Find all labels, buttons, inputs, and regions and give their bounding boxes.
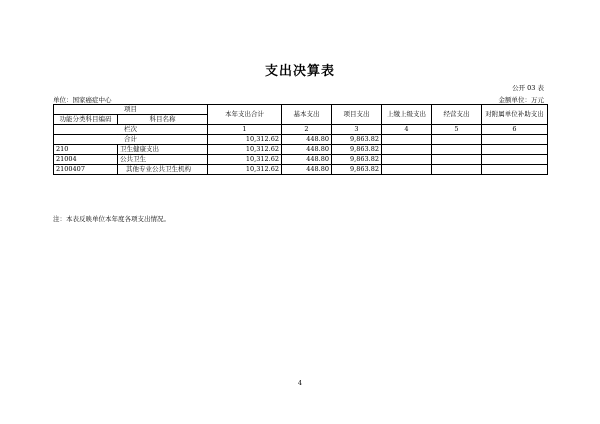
- column-index: 2: [282, 125, 332, 135]
- business-cell: [432, 155, 482, 165]
- table-row: [54, 165, 548, 175]
- column-index: 4: [382, 125, 432, 135]
- header-item: 项目: [54, 105, 208, 115]
- header-subsidy: 对附属单位补助支出: [482, 105, 548, 125]
- column-index: 6: [482, 125, 548, 135]
- column-index: 3: [332, 125, 382, 135]
- business-cell: [432, 165, 482, 175]
- total-label: 合计: [54, 135, 208, 145]
- header-total: 本年支出合计: [208, 105, 282, 125]
- code-cell: 210: [54, 145, 118, 155]
- project-cell: 9,863.82: [332, 165, 382, 175]
- subsidy-cell: [482, 145, 548, 155]
- header-upper: 上缴上级支出: [382, 105, 432, 125]
- header-basic: 基本支出: [282, 105, 332, 125]
- form-number: 公开 03 表: [512, 84, 544, 92]
- total-cell: 10,312.62: [208, 165, 282, 175]
- total-cell: 10,312.62: [208, 145, 282, 155]
- amount-unit-label: 金额单位：万元: [498, 96, 544, 104]
- expenditure-table: [53, 104, 548, 175]
- column-index: 5: [432, 125, 482, 135]
- header-project: 项目支出: [332, 105, 382, 125]
- page-title: 支出决算表: [264, 64, 335, 79]
- code-cell: 21004: [54, 155, 118, 165]
- subsidy-cell: [482, 165, 548, 175]
- page-number: 4: [297, 379, 303, 387]
- header-subject-name: 科目名称: [118, 115, 208, 125]
- total-row: [54, 135, 548, 145]
- basic-cell: 448.80: [282, 145, 332, 155]
- subsidy-cell: [482, 135, 548, 145]
- total-cell: 10,312.62: [208, 135, 282, 145]
- header-business: 经营支出: [432, 105, 482, 125]
- column-index: 1: [208, 125, 282, 135]
- project-cell: 9,863.82: [332, 135, 382, 145]
- name-cell: 卫生健康支出: [118, 145, 208, 155]
- basic-cell: 448.80: [282, 165, 332, 175]
- project-cell: 9,863.82: [332, 145, 382, 155]
- upper-cell: [382, 165, 432, 175]
- table-row: [54, 155, 548, 165]
- business-cell: [432, 145, 482, 155]
- table-note: 注：本表反映单位本年度各项支出情况。: [53, 215, 170, 223]
- upper-cell: [382, 155, 432, 165]
- code-cell: 2100407: [54, 165, 118, 175]
- unit-label: 单位：国家癌症中心: [53, 96, 112, 104]
- total-cell: 10,312.62: [208, 155, 282, 165]
- project-cell: 9,863.82: [332, 155, 382, 165]
- upper-cell: [382, 135, 432, 145]
- business-cell: [432, 135, 482, 145]
- basic-cell: 448.80: [282, 155, 332, 165]
- name-cell: 公共卫生: [118, 155, 208, 165]
- header-func-code: 功能分类科目编码: [54, 115, 118, 125]
- name-cell: 其他专业公共卫生机构: [118, 165, 208, 175]
- table-row: [54, 145, 548, 155]
- upper-cell: [382, 145, 432, 155]
- column-index-label: 栏次: [54, 125, 208, 135]
- subsidy-cell: [482, 155, 548, 165]
- basic-cell: 448.80: [282, 135, 332, 145]
